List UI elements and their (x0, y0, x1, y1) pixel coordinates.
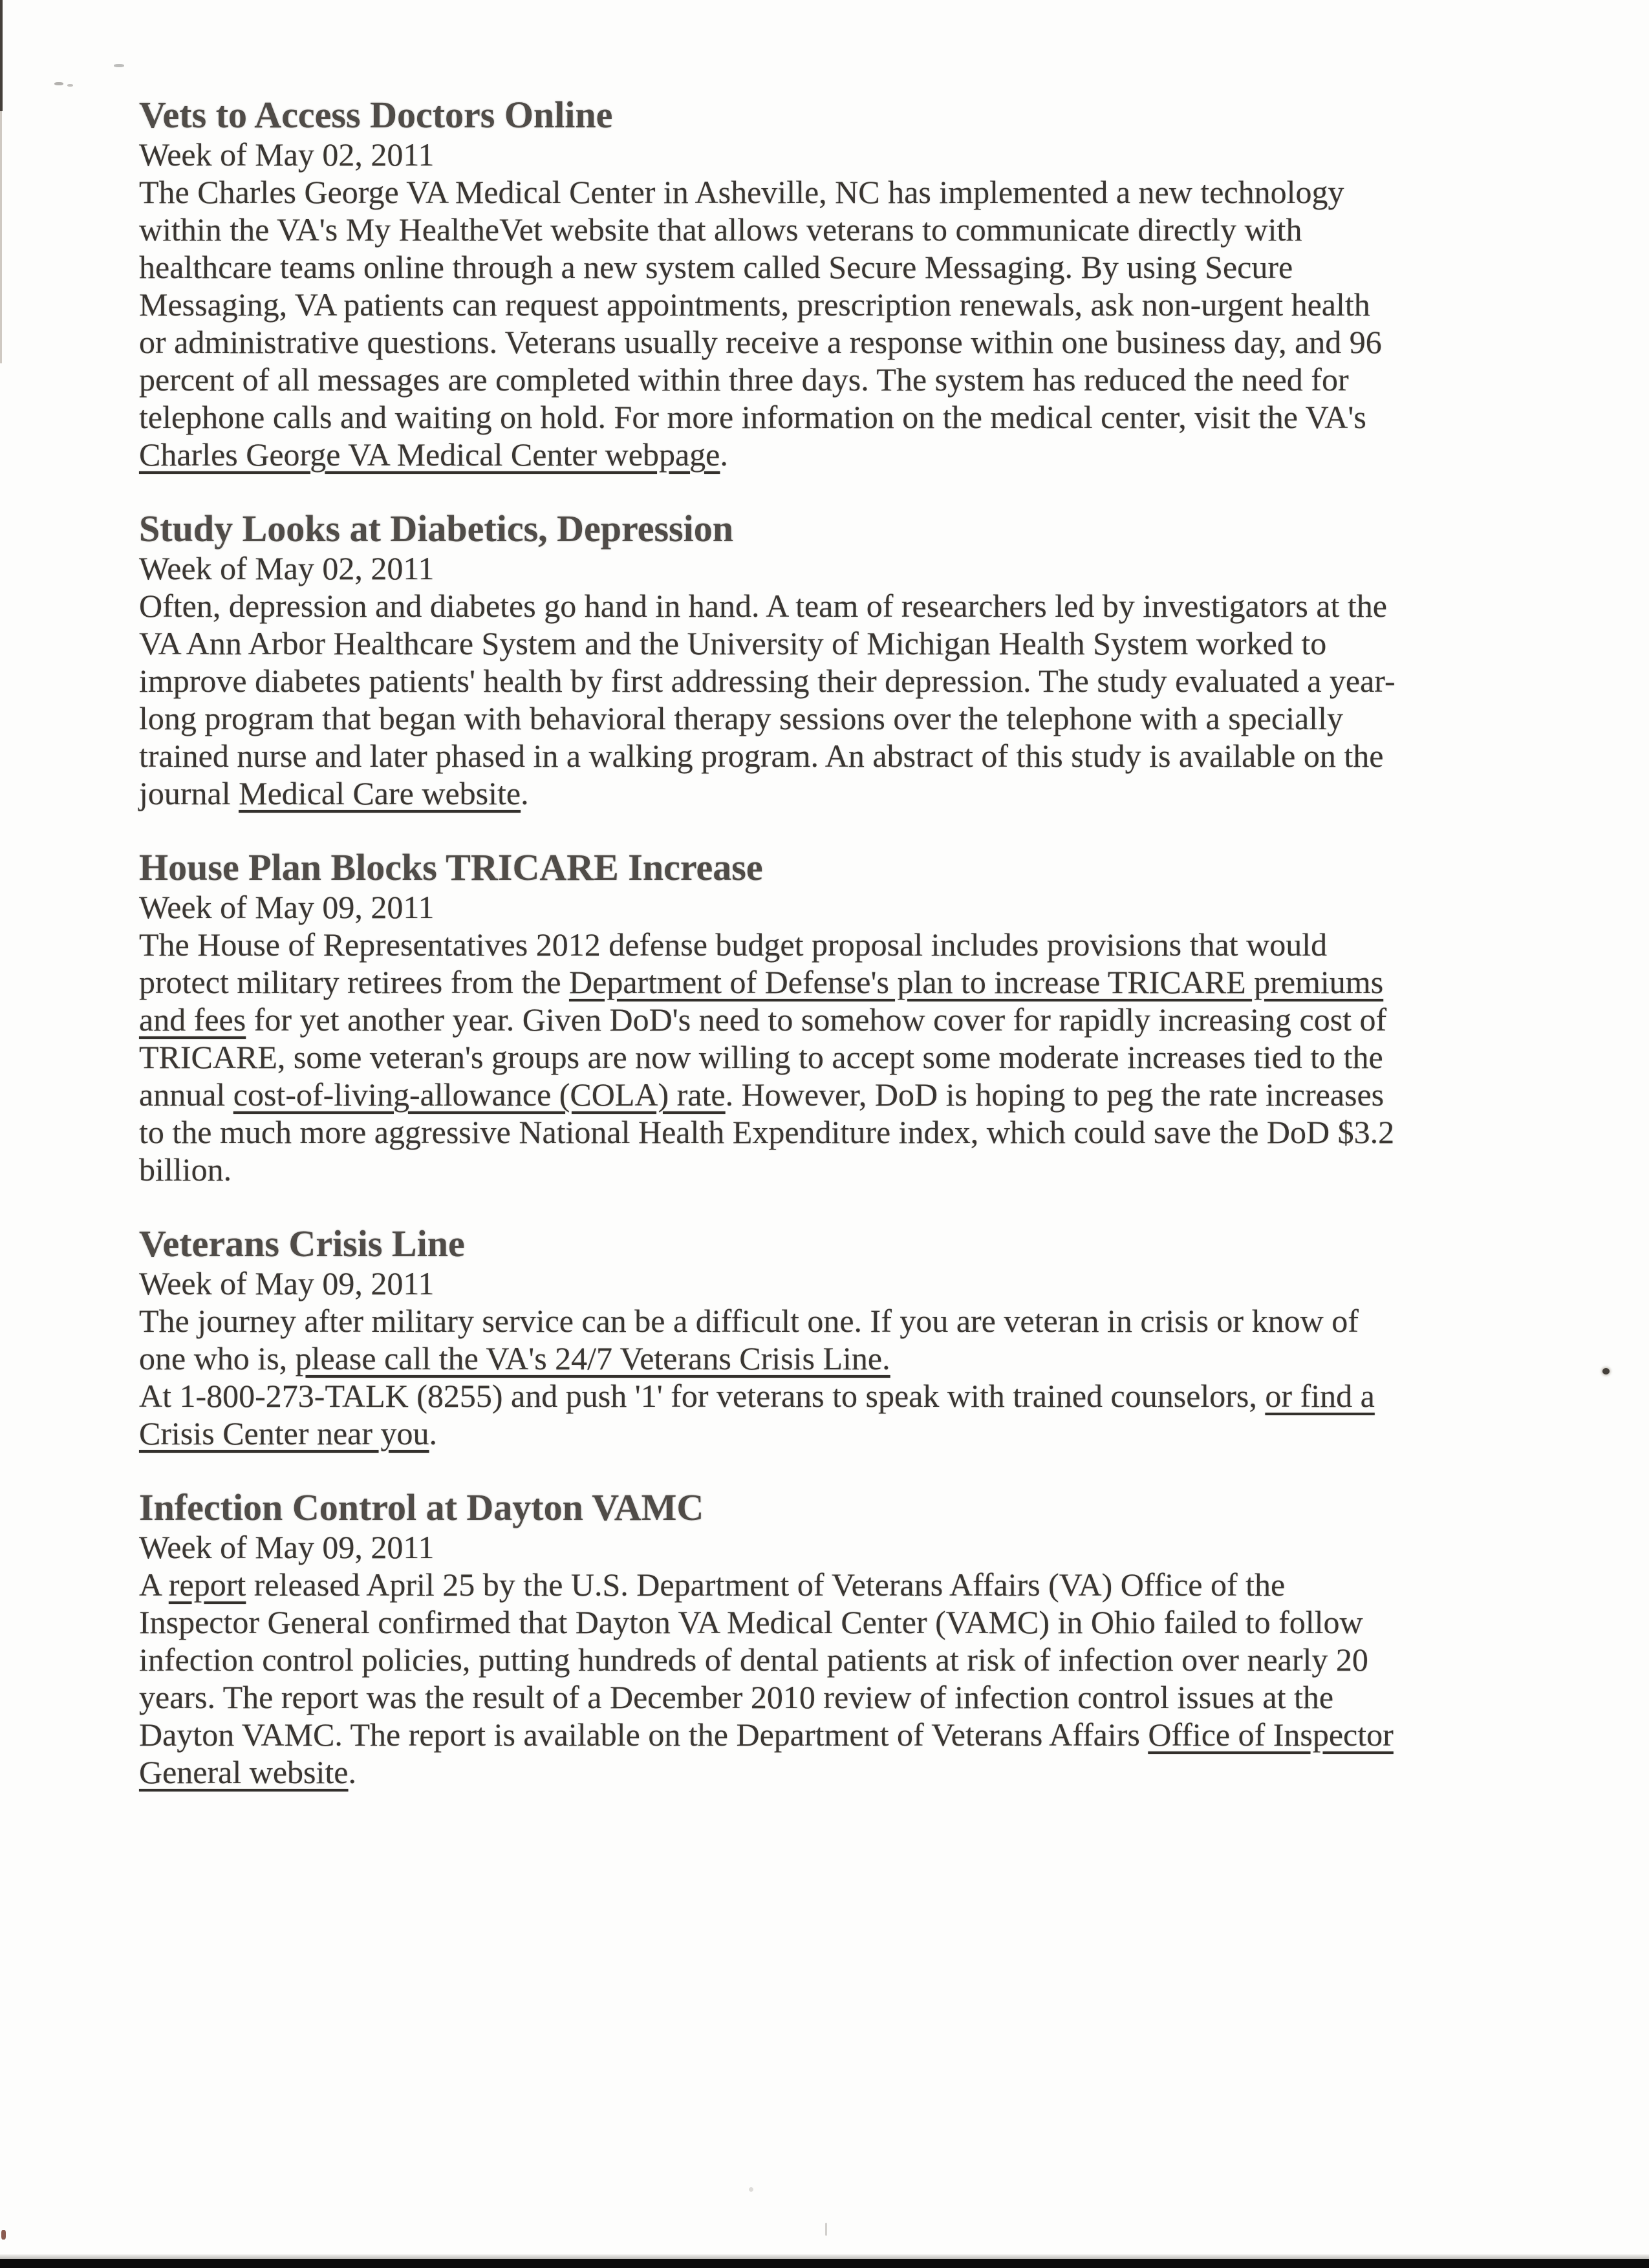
text-line (139, 286, 1562, 323)
text-line (139, 361, 1562, 398)
text-segment: billion. (139, 1151, 232, 1188)
text-segment: Often, depression and diabetes go hand in hand. A team of researchers led by investigators at the (139, 588, 1387, 624)
text-line (139, 963, 1562, 1001)
news-article (139, 94, 1562, 473)
text-line (139, 1302, 1562, 1340)
text-segment: released April 25 by the U.S. Department of Veterans Affairs (VA) Office of the (246, 1567, 1286, 1603)
article-title: House Plan Blocks TRICARE Increase (139, 846, 763, 888)
text-line (139, 1753, 1562, 1791)
text-segment: telephone calls and waiting on hold. For more information on the medical center, visit the VA's (139, 399, 1366, 435)
article-date: Week of May 09, 2011 (139, 889, 435, 925)
text-segment: . However, DoD is hoping to peg the rate increases (725, 1076, 1385, 1113)
text-line (139, 1151, 1562, 1188)
article-body (139, 1566, 1562, 1791)
news-article (139, 508, 1562, 812)
text-segment: for yet another year. Given DoD's need to somehow cover for rapidly increasing cost of (246, 1001, 1387, 1038)
text-line (139, 398, 1562, 436)
text-line (139, 1038, 1562, 1076)
newsletter-content (139, 94, 1562, 1791)
article-date: Week of May 09, 2011 (139, 1265, 435, 1301)
hyperlink-text: please call the VA's 24/7 Veterans Crisis Line. (295, 1340, 890, 1376)
hyperlink-text: Medical Care website (239, 775, 521, 811)
text-line (139, 1716, 1562, 1753)
text-line (139, 1603, 1562, 1641)
text-segment: . (348, 1754, 356, 1790)
text-segment: . (720, 436, 728, 473)
hyperlink-text: report (168, 1567, 246, 1603)
text-line (139, 737, 1562, 775)
hyperlink-text: Charles George VA Medical Center webpage (139, 436, 720, 473)
text-segment: within the VA's My HealtheVet website that allows veterans to communicate directly with (139, 211, 1302, 248)
text-segment: trained nurse and later phased in a walking program. An abstract of this study is available on the (139, 738, 1384, 774)
text-line (139, 1001, 1562, 1038)
text-segment: years. The report was the result of a December 2010 review of infection control issues at the (139, 1679, 1334, 1715)
text-segment: Dayton VAMC. The report is available on the Department of Veterans Affairs (139, 1717, 1148, 1753)
scan-speck-artifact (67, 84, 73, 87)
scan-edge-artifact-left-dark (0, 0, 3, 111)
news-article (139, 1223, 1562, 1452)
text-segment: The House of Representatives 2012 defense budget proposal includes provisions that would (139, 926, 1328, 963)
text-line (139, 436, 1562, 473)
news-article (139, 1487, 1562, 1791)
news-article (139, 847, 1562, 1188)
text-segment: annual (139, 1076, 233, 1113)
text-line (139, 1641, 1562, 1678)
article-title: Veterans Crisis Line (139, 1223, 465, 1265)
article-body (139, 173, 1562, 473)
article-date: Week of May 02, 2011 (139, 550, 435, 586)
hyperlink-text: cost-of-living-allowance (COLA) rate (233, 1076, 726, 1113)
hyperlink-text: and fees (139, 1001, 246, 1038)
text-line (139, 700, 1562, 737)
text-line (139, 625, 1562, 662)
hyperlink-text: Department of Defense's plan to increase TRICARE premiums (569, 964, 1384, 1000)
text-segment: VA Ann Arbor Healthcare System and the University of Michigan Health System worked to (139, 625, 1327, 661)
text-line (139, 1377, 1562, 1415)
scan-speck-artifact (54, 82, 63, 85)
text-segment: At 1-800-273-TALK (8255) and push '1' for veterans to speak with trained counselors, (139, 1378, 1266, 1414)
text-line (139, 1566, 1562, 1603)
hyperlink-text: Office of Inspector (1148, 1717, 1394, 1753)
text-segment: A (139, 1567, 169, 1603)
scan-speck-artifact (1602, 1368, 1610, 1375)
text-segment: The Charles George VA Medical Center in Asheville, NC has implemented a new technology (139, 174, 1344, 210)
scan-edge-artifact-left-faint (0, 111, 2, 363)
article-date: Week of May 02, 2011 (139, 136, 435, 173)
text-line (139, 248, 1562, 286)
text-segment: . (521, 775, 529, 811)
text-line (139, 662, 1562, 700)
hyperlink-text: General website (139, 1754, 349, 1790)
text-segment: improve diabetes patients' health by first addressing their depression. The study evaluated a year- (139, 663, 1396, 699)
article-title: Vets to Access Doctors Online (139, 94, 613, 136)
scan-edge-artifact-bottom-band (0, 2259, 1649, 2268)
scan-speck-artifact (1, 2230, 6, 2240)
text-line (139, 1113, 1562, 1151)
text-line (139, 173, 1562, 211)
text-segment: infection control policies, putting hundreds of dental patients at risk of infection over nearly 20 (139, 1642, 1368, 1678)
text-line (139, 1678, 1562, 1716)
text-segment: long program that began with behavioral therapy sessions over the telephone with a specially (139, 700, 1343, 736)
text-segment: protect military retirees from the (139, 964, 570, 1000)
text-segment: to the much more aggressive National Health Expenditure index, which could save the DoD $3.2 (139, 1114, 1395, 1150)
text-line (139, 211, 1562, 248)
article-body (139, 1302, 1562, 1452)
article-date: Week of May 09, 2011 (139, 1529, 435, 1565)
text-segment: . (429, 1415, 438, 1451)
scan-speck-artifact (114, 64, 124, 67)
article-body (139, 926, 1562, 1188)
text-line (139, 1415, 1562, 1452)
text-segment: journal (139, 775, 239, 811)
hyperlink-text: or find a (1265, 1378, 1375, 1414)
text-segment: Messaging, VA patients can request appointments, prescription renewals, ask non-urgent health (139, 286, 1370, 323)
text-line (139, 926, 1562, 963)
scan-speck-artifact (749, 2187, 753, 2192)
scan-speck-artifact (825, 2223, 827, 2236)
article-title: Study Looks at Diabetics, Depression (139, 508, 733, 550)
article-body (139, 587, 1562, 812)
text-segment: Inspector General confirmed that Dayton VA Medical Center (VAMC) in Ohio failed to follow (139, 1604, 1363, 1640)
text-line (139, 323, 1562, 361)
text-line (139, 1340, 1562, 1377)
text-segment: The journey after military service can be a difficult one. If you are veteran in crisis or know of (139, 1303, 1359, 1339)
hyperlink-text: Crisis Center near you (139, 1415, 429, 1451)
text-segment: percent of all messages are completed within three days. The system has reduced the need for (139, 361, 1349, 398)
text-segment: or administrative questions. Veterans usually receive a response within one business day, and 96 (139, 324, 1382, 360)
text-line (139, 587, 1562, 625)
article-title: Infection Control at Dayton VAMC (139, 1486, 704, 1528)
text-line (139, 775, 1562, 812)
text-segment: healthcare teams online through a new system called Secure Messaging. By using Secure (139, 249, 1293, 285)
text-segment: one who is, (139, 1340, 296, 1376)
text-segment: TRICARE, some veteran's groups are now willing to accept some moderate increases tied to the (139, 1039, 1383, 1075)
text-line (139, 1076, 1562, 1113)
